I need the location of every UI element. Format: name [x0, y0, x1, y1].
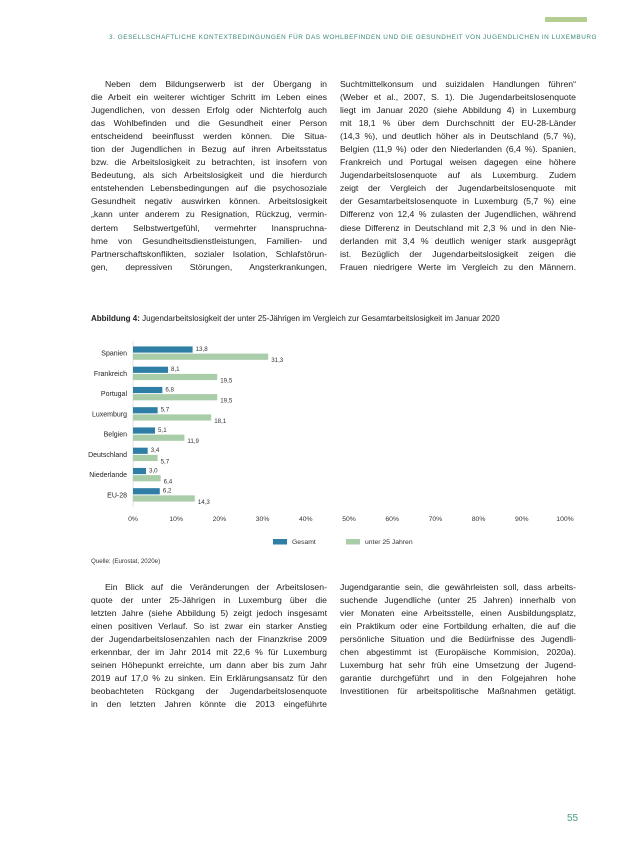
bar-gesamt	[133, 407, 158, 413]
category-label: Frankreich	[93, 370, 127, 378]
text-line: Jugendarbeitslosenquote auf als Luxemburg. Zudem	[340, 170, 576, 181]
data-label: 19,5	[220, 377, 233, 385]
data-label: 5,7	[160, 458, 170, 466]
text-line: erkennbar, der im Jahr 2014 mit 22,6 % für Luxemburg	[91, 647, 327, 658]
bar-unter-25	[133, 455, 158, 461]
text-column-top-right	[340, 78, 576, 274]
text-line: suchende Jugendliche (unter 25 Jahren) innerhalb von	[340, 595, 576, 606]
x-tick-label: 30%	[255, 516, 270, 523]
text-line: persönliche Situation und die Bedürfnisse des Jugendli-	[340, 634, 576, 645]
text-line: mit 18,1 % über dem Durchschnitt der EU-28-Länder	[340, 118, 576, 129]
text-line: in den letzten Jahren könnte die 2013 eingeführte	[91, 699, 327, 710]
text-line: Luxemburg hat sehr früh eine Umsetzung der Jugend-	[340, 660, 576, 671]
data-label: 5,1	[158, 426, 167, 434]
data-label: 3,4	[150, 447, 160, 455]
data-label: 5,7	[160, 406, 170, 414]
figure-title: Jugendarbeitslosigkeit der unter 25-Jährigen im Vergleich zur Gesamtarbeitslosigkeit im Januar 2020	[142, 314, 500, 323]
text-line: tion der Jugendlichen in Bezug auf ihren Arbeitsstatus	[91, 144, 327, 155]
bar-unter-25	[133, 374, 217, 380]
text-column-bottom-left	[91, 581, 327, 711]
data-label: 8,1	[170, 366, 180, 374]
text-line: bzw. die Arbeitslosigkeit zu betrachten, ist insofern von	[91, 157, 327, 168]
text-line: Gesundheit negativ auswirken können. Arbeitslosigkeit	[91, 196, 327, 207]
x-tick-label: 0%	[128, 516, 138, 523]
bar-unter-25	[133, 354, 268, 360]
bar-unter-25	[133, 475, 161, 481]
text-line: „kann unter anderem zu Resignation, Rückzug, vermin-	[91, 209, 327, 220]
text-line: Neben dem Bildungserwerb ist der Übergang in	[105, 79, 327, 89]
text-line: chen abgestimmt ist (Europäische Kommision, 2020a).	[340, 647, 576, 658]
text-line: ist. Bezüglich der Jugendarbeitslosigkeit zeigen die	[340, 248, 576, 259]
bar-unter-25	[133, 394, 217, 400]
text-line: Suchtmittelkonsum und suizidalen Handlungen führen“	[340, 79, 576, 89]
text-line: garantie durchgeführt und in den Folgejahren hohe	[340, 673, 576, 684]
x-tick-label: 90%	[514, 516, 529, 523]
category-label: Luxemburg	[91, 411, 127, 419]
x-tick-label: 70%	[428, 516, 443, 523]
text-line: Bedeutung, als sich Arbeitslosigkeit und die hierdurch	[91, 170, 327, 181]
text-line: derlanden mit 3,4 % deutlich weniger stark ausgeprägt	[340, 235, 576, 246]
bar-gesamt	[133, 448, 148, 454]
text-line: hme von Gesundheitsdienstleistungen, Familien- und	[91, 235, 327, 246]
x-tick-label: 50%	[342, 516, 356, 523]
figure-label: Abbildung 4:	[91, 314, 140, 323]
text-line: Jugendgarantie sein, die gewährleisten soll, dass arbeits-	[340, 582, 576, 592]
category-label: Niederlande	[89, 472, 127, 480]
text-line: Jugendlichen, von dessen Erfolg oder Nichterfolg auch	[91, 105, 327, 116]
text-line: der Jugendarbeitslosenzahlen nach der Finanzkrise 2009	[91, 634, 327, 645]
data-label: 31,3	[271, 357, 284, 365]
bar-unter-25	[133, 495, 195, 501]
category-label: Belgien	[103, 431, 127, 439]
data-label: 19,5	[220, 397, 233, 405]
category-label: EU-28	[107, 492, 127, 500]
text-line: letzten Jahre (siehe Abbildung 5) zeigt jedoch insgesamt	[91, 608, 327, 619]
data-label: 13,8	[195, 345, 208, 353]
text-line: die Arbeit ein weiterer wichtiger Schritt im Leben eines	[91, 92, 327, 103]
text-line: (14,3 %), und deutlich höher als in Deutschland (5,7 %),	[340, 131, 576, 142]
running-header: 3. GESELLSCHAFTLICHE KONTEXTBEDINGUNGEN FÜR DAS WOHLBEFINDEN UND DIE GESUNDHEIT VON JUGENDLICHEN IN LUXEMBURG	[109, 34, 598, 41]
text-line: zeigt der Vergleich der Jugendarbeitslosenquote mit	[340, 183, 576, 194]
bar-gesamt	[133, 387, 162, 393]
text-line: der Gesamtarbeitslosenquote in Luxemburg (5,7 %) eine	[340, 196, 576, 207]
text-column-bottom-right	[340, 581, 576, 698]
text-line: gen, depressiven Störungen, Angsterkrankungen,	[91, 261, 327, 272]
text-line: Differenz von 12,4 % zulasten der Jugendlichen, während	[340, 209, 576, 220]
text-line: Investitionen für arbeitspolitische Maßnahmen getätigt.	[340, 686, 576, 697]
text-line: entscheidend beeinflusst werden können. Die Situa-	[91, 131, 327, 142]
text-line: ein Praktikum oder eine Fortbildung erhalten, die auf die	[340, 621, 576, 632]
page-number: 55	[567, 813, 579, 824]
text-line: quote der unter 25-Jährigen in Luxemburg über die	[91, 595, 327, 606]
legend-swatch	[346, 539, 360, 545]
x-tick-label: 20%	[212, 516, 227, 523]
text-line: Ein Blick auf die Veränderungen der Arbeitslosen-	[105, 582, 327, 592]
text-line: Partnerschaftskonflikten, sozialer Isolation, Schlafstörun-	[91, 248, 327, 259]
bar-unter-25	[133, 435, 184, 441]
data-label: 18,1	[214, 417, 227, 425]
text-line: dertem Selbstwertgefühl, vermehrter Inanspruchna-	[91, 222, 327, 233]
text-line: seinen Höhepunkt erreichte, um dann aber bis zum Jahr	[91, 660, 327, 671]
bar-gesamt	[133, 427, 155, 433]
figure-source: Quelle: (Eurostat, 2020e)	[91, 558, 161, 565]
text-line: vier Monaten eine Arbeitsstelle, einen Ausbildungsplatz,	[340, 608, 576, 619]
text-line: 2019 auf 17,0 % zu sinken. Ein Erklärungsansatz für den	[91, 673, 327, 684]
header-accent-bar	[545, 17, 587, 22]
data-label: 6,4	[163, 478, 173, 486]
x-tick-label: 60%	[385, 516, 400, 523]
legend-label: Gesamt	[292, 539, 316, 546]
bar-gesamt	[133, 346, 193, 352]
category-label: Spanien	[101, 350, 127, 358]
text-line: entstehenden Lebensbedingungen auf die psychosoziale	[91, 183, 327, 194]
category-label: Deutschland	[88, 451, 127, 459]
text-line: (Weber et al., 2007, S. 1). Die Jugendarbeitslosenquote	[340, 92, 576, 103]
text-line: Frankreich und Portugal weisen dagegen eine höhere	[340, 157, 576, 168]
x-tick-label: 80%	[471, 516, 486, 523]
x-tick-label: 40%	[298, 516, 313, 523]
bar-chart	[88, 335, 580, 553]
x-tick-label: 10%	[169, 516, 184, 523]
legend-label: unter 25 Jahren	[365, 539, 413, 546]
x-tick-label: 100%	[556, 516, 574, 523]
data-label: 6,2	[162, 487, 172, 495]
text-line: beobachteten Rückgang der Jugendarbeitslosenquote	[91, 686, 327, 697]
text-line: diese Differenz in Deutschland mit 2,3 % und in den Nie-	[340, 222, 576, 233]
data-label: 3,0	[148, 467, 158, 475]
text-line: liegt im Januar 2020 (siehe Abbildung 4) in Luxemburg	[340, 105, 576, 116]
data-label: 14,3	[197, 498, 210, 506]
text-line: einen positiven Verlauf. So ist zwar ein starker Anstieg	[91, 621, 327, 632]
text-column-top-left	[91, 78, 327, 274]
text-line: Frauen niedrigere Werte im Vergleich zu den Männern.	[340, 261, 576, 272]
category-label: Portugal	[100, 391, 127, 399]
bar-gesamt	[133, 367, 168, 373]
figure-caption	[91, 314, 500, 323]
bar-gesamt	[133, 468, 146, 474]
data-label: 11,9	[187, 438, 200, 446]
bar-gesamt	[133, 488, 160, 494]
text-line: das Wohlbefinden und die Gesundheit einer Person	[91, 118, 327, 129]
text-line: Belgien (11,9 %) oder den Niederlanden (6,4 %). Spanien,	[340, 144, 576, 155]
legend-swatch	[273, 539, 287, 545]
bar-unter-25	[133, 414, 211, 420]
data-label: 6,8	[165, 386, 174, 394]
